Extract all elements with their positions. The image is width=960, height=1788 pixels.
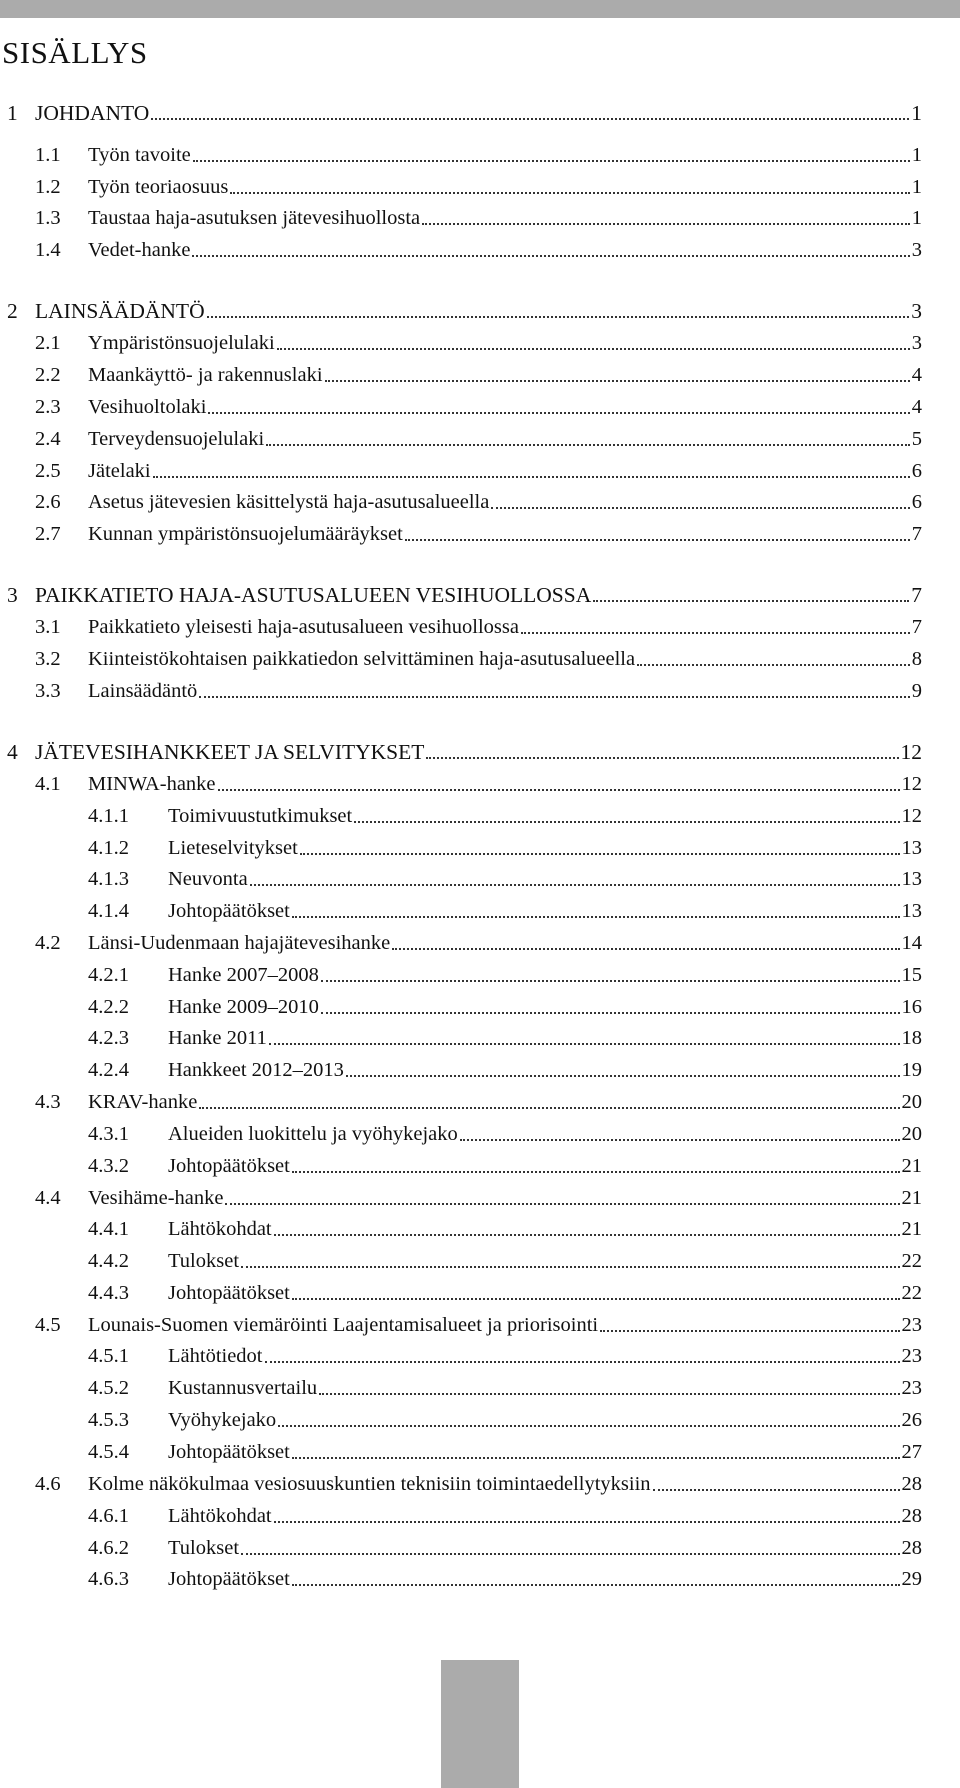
toc-entry-title: Työn tavoite [88,144,191,166]
toc-entry-title: Kolme näkökulmaa vesiosuuskuntien teknisiin toimintaedellytyksiin [88,1473,651,1495]
dot-leader [292,1455,900,1459]
toc-entry[interactable] [88,1244,922,1274]
toc-entry-page: 13 [901,868,922,890]
toc-entry-number: 4.1.4 [88,900,129,922]
toc-entry[interactable] [88,1053,922,1083]
toc-entry[interactable] [88,1149,922,1179]
toc-entry[interactable] [35,926,922,956]
dot-leader [637,662,910,666]
toc-entry-page: 12 [901,773,922,795]
toc-entry[interactable] [35,517,922,547]
toc-entry-title: PAIKKATIETO HAJA-ASUTUSALUEEN VESIHUOLLOSSA [35,583,592,607]
dot-leader [405,537,910,541]
page-title: SISÄLLYS [2,35,148,70]
dot-leader [653,1487,900,1491]
dot-leader [241,1551,899,1555]
toc-entry-number: 2.1 [35,332,61,354]
dot-leader [300,851,900,855]
toc-entry-title: Hankkeet 2012–2013 [168,1059,344,1081]
toc-entry[interactable] [88,1212,922,1242]
toc-entry-page: 23 [901,1345,922,1367]
toc-entry-page: 28 [901,1473,922,1495]
dot-leader [274,1519,900,1523]
toc-entry-number: 2.6 [35,491,61,513]
dot-leader [265,1359,900,1363]
dot-leader [292,1296,900,1300]
toc-chapter[interactable] [7,735,922,765]
dot-leader [278,1423,899,1427]
page-number-block [441,1660,519,1788]
toc-entry-number: 4.6.3 [88,1568,129,1590]
toc-entry[interactable] [35,642,922,672]
toc-entry[interactable] [35,454,922,484]
toc-entry-number: 4.3.2 [88,1155,129,1177]
toc-entry-page: 15 [901,964,922,986]
toc-entry-title: Vedet-hanke [88,239,191,261]
toc-entry[interactable] [35,422,922,452]
dot-leader [153,474,910,478]
toc-entry-title: MINWA-hanke [88,773,216,795]
toc-entry-page: 4 [911,396,922,418]
toc-entry-page: 22 [901,1250,922,1272]
toc-entry-page: 6 [911,491,922,513]
toc-entry[interactable] [88,1499,922,1529]
toc-entry-number: 3.3 [35,680,61,702]
toc-entry-page: 1 [911,207,922,229]
toc-entry-title: JÄTEVESIHANKKEET JA SELVITYKSET [35,740,425,764]
toc-entry-page: 1 [911,101,922,125]
toc-entry-title: Maankäyttö- ja rakennuslaki [88,364,323,386]
toc-entry-page: 7 [911,583,922,607]
toc-entry-title: Alueiden luokittelu ja vyöhykejako [168,1123,458,1145]
dot-leader [319,1391,899,1395]
toc-chapter[interactable] [7,578,922,608]
toc-entry-number: 3.2 [35,648,61,670]
toc-entry[interactable] [35,326,922,356]
dot-leader [225,1201,899,1205]
toc-entry-page: 7 [911,616,922,638]
dot-leader [392,946,899,950]
toc-entry-title: Ympäristönsuojelulaki [88,332,275,354]
toc-entry-number: 4.5 [35,1314,61,1336]
dot-leader [426,755,898,759]
toc-entry-title: Lähtötiedot [168,1345,263,1367]
toc-entry-title: Johtopäätökset [168,1441,290,1463]
toc-entry[interactable] [88,1403,922,1433]
toc-entry-title: KRAV-hanke [88,1091,198,1113]
toc-entry[interactable] [35,1308,922,1338]
toc-entry-page: 27 [901,1441,922,1463]
toc-entry[interactable] [35,390,922,420]
toc-entry-page: 28 [901,1537,922,1559]
dot-leader [321,1010,900,1014]
toc-entry-number: 4.6 [35,1473,61,1495]
dot-leader [354,819,899,823]
toc-entry-title: Kiinteistökohtaisen paikkatiedon selvittäminen haja-asutusalueella [88,648,636,670]
toc-entry-number: 4.5.4 [88,1441,129,1463]
toc-entry-number: 4.5.1 [88,1345,129,1367]
toc-entry-title: Vyöhykejako [168,1409,277,1431]
toc-entry[interactable] [88,1117,922,1147]
toc-entry-title: Kustannusvertailu [168,1377,318,1399]
dot-leader [292,914,900,918]
toc-entry-number: 3 [7,583,18,607]
toc-entry-number: 4.1.3 [88,868,129,890]
toc-entry-number: 1.2 [35,176,61,198]
toc-entry-page: 3 [911,332,922,354]
toc-entry-page: 18 [901,1027,922,1049]
toc-entry-number: 4.1 [35,773,61,795]
toc-entry[interactable] [35,1467,922,1497]
toc-entry-title: Lainsäädäntö [88,680,198,702]
toc-entry-number: 4.6.1 [88,1505,129,1527]
dot-leader [491,505,909,509]
toc-entry[interactable] [35,485,922,515]
toc-entry-title: Kunnan ympäristönsuojelumääräykset [88,523,403,545]
dot-leader [321,978,900,982]
toc-entry-number: 4.3 [35,1091,61,1113]
toc-entry-title: Hanke 2009–2010 [168,996,319,1018]
dot-leader [199,1105,899,1109]
toc-chapter[interactable] [7,294,922,324]
dot-leader [346,1073,900,1077]
toc-entry-number: 4.6.2 [88,1537,129,1559]
toc-entry-title: Johtopäätökset [168,1282,290,1304]
toc-entry-number: 1 [7,101,18,125]
toc-entry-number: 1.1 [35,144,61,166]
toc-entry[interactable] [88,799,922,829]
toc-entry[interactable] [35,201,922,231]
toc-entry-page: 13 [901,837,922,859]
toc-entry-number: 2.7 [35,523,61,545]
dot-leader [269,1041,900,1045]
toc-entry-page: 14 [901,932,922,954]
toc-entry-page: 23 [901,1314,922,1336]
toc-entry-title: Hanke 2011 [168,1027,267,1049]
toc-entry-number: 2.3 [35,396,61,418]
dot-leader [241,1264,899,1268]
toc-entry-page: 28 [901,1505,922,1527]
toc-entry-title: JOHDANTO [35,101,150,125]
toc-entry[interactable] [35,1181,922,1211]
toc-entry-number: 4.2.3 [88,1027,129,1049]
toc-entry-title: Lähtökohdat [168,1218,272,1240]
toc-entry-title: Tulokset [168,1537,240,1559]
toc-entry-page: 8 [911,648,922,670]
toc-entry[interactable] [88,1021,922,1051]
toc-entry-number: 2.2 [35,364,61,386]
toc-entry-page: 1 [911,176,922,198]
toc-chapter[interactable] [7,96,922,126]
toc-entry-page: 12 [901,805,922,827]
toc-entry[interactable] [35,674,922,704]
toc-entry-page: 1 [911,144,922,166]
toc-entry-number: 2.5 [35,460,61,482]
toc-entry-page: 3 [911,299,922,323]
toc-entry[interactable] [88,990,922,1020]
toc-entry-page: 20 [901,1091,922,1113]
toc-entry-number: 4.4 [35,1187,61,1209]
toc-entry-number: 4.2.2 [88,996,129,1018]
toc-entry-page: 12 [900,740,922,764]
toc-entry-number: 4.4.1 [88,1218,129,1240]
toc-entry[interactable] [35,170,922,200]
toc-entry-page: 9 [911,680,922,702]
toc-entry[interactable] [88,894,922,924]
toc-entry[interactable] [35,138,922,168]
toc-entry-number: 4.2 [35,932,61,954]
toc-entry[interactable] [35,767,922,797]
toc-entry-number: 4.2.4 [88,1059,129,1081]
toc-entry[interactable] [88,1562,922,1592]
dot-leader [422,221,910,225]
toc-entry-page: 7 [911,523,922,545]
toc-entry[interactable] [35,358,922,388]
toc-entry-title: Toimivuustutkimukset [168,805,353,827]
toc-entry-page: 19 [901,1059,922,1081]
toc-entry-page: 29 [901,1568,922,1590]
toc-entry-page: 26 [901,1409,922,1431]
toc-entry-title: Johtopäätökset [168,1155,290,1177]
toc-entry-page: 5 [911,428,922,450]
toc-entry[interactable] [88,1371,922,1401]
toc-entry[interactable] [88,1435,922,1465]
dot-leader [292,1582,900,1586]
toc-entry-number: 4.4.2 [88,1250,129,1272]
dot-leader [193,158,910,162]
dot-leader [274,1232,900,1236]
dot-leader [292,1169,900,1173]
toc-entry[interactable] [88,958,922,988]
dot-leader [460,1137,900,1141]
toc-entry-page: 3 [911,239,922,261]
dot-leader [266,442,910,446]
toc-entry-title: Terveydensuojelulaki [88,428,265,450]
toc-entry-title: Työn teoriaosuus [88,176,229,198]
toc-entry[interactable] [88,862,922,892]
toc-entry-number: 4 [7,740,18,764]
dot-leader [199,694,909,698]
toc-entry-number: 2.4 [35,428,61,450]
toc-entry-title: Länsi-Uudenmaan hajajätevesihanke [88,932,391,954]
toc-entry-title: Tulokset [168,1250,240,1272]
toc-entry-title: Vesihuoltolaki [88,396,207,418]
toc-entry-number: 4.5.2 [88,1377,129,1399]
toc-entry-title: Lounais-Suomen viemäröinti Laajentamisalueet ja priorisointi [88,1314,599,1336]
toc-entry-title: Johtopäätökset [168,1568,290,1590]
toc-entry-page: 16 [901,996,922,1018]
dot-leader [277,346,910,350]
toc-entry-page: 23 [901,1377,922,1399]
toc-entry-number: 4.3.1 [88,1123,129,1145]
toc-entry-page: 6 [911,460,922,482]
toc-entry-number: 3.1 [35,616,61,638]
dot-leader [250,882,900,886]
toc-entry[interactable] [88,1276,922,1306]
toc-entry-page: 20 [901,1123,922,1145]
toc-entry-number: 4.1.2 [88,837,129,859]
toc-entry-title: Vesihäme-hanke [88,1187,224,1209]
toc-entry[interactable] [35,1085,922,1115]
dot-leader [208,410,909,414]
toc-entry-page: 21 [901,1187,922,1209]
toc-entry-page: 21 [901,1218,922,1240]
toc-entry-number: 4.5.3 [88,1409,129,1431]
toc-entry[interactable] [88,1339,922,1369]
toc-entry[interactable] [35,233,922,263]
toc-entry[interactable] [35,610,922,640]
dot-leader [230,190,909,194]
toc-entry-title: LAINSÄÄDÄNTÖ [35,299,205,323]
toc-entry-title: Hanke 2007–2008 [168,964,319,986]
toc-entry-number: 2 [7,299,18,323]
dot-leader [192,253,909,257]
toc-entry-title: Neuvonta [168,868,248,890]
toc-entry-page: 4 [911,364,922,386]
toc-entry-page: 21 [901,1155,922,1177]
dot-leader [325,378,910,382]
dot-leader [151,116,909,120]
dot-leader [593,598,909,602]
toc-entry[interactable] [88,831,922,861]
toc-entry-number: 4.4.3 [88,1282,129,1304]
dot-leader [521,630,910,634]
dot-leader [207,314,910,318]
toc-entry-number: 1.3 [35,207,61,229]
toc-entry-title: Lieteselvitykset [168,837,298,859]
toc-entry-title: Jätelaki [88,460,151,482]
dot-leader [600,1328,899,1332]
toc-entry[interactable] [88,1531,922,1561]
toc-entry-page: 13 [901,900,922,922]
dot-leader [218,787,900,791]
toc-entry-title: Johtopäätökset [168,900,290,922]
toc-entry-title: Taustaa haja-asutuksen jätevesihuollosta [88,207,421,229]
toc-entry-number: 4.1.1 [88,805,129,827]
toc-entry-number: 4.2.1 [88,964,129,986]
toc-entry-page: 22 [901,1282,922,1304]
toc-entry-title: Paikkatieto yleisesti haja-asutusalueen vesihuollossa [88,616,519,638]
toc-entry-title: Asetus jätevesien käsittelystä haja-asutusalueella [88,491,490,513]
toc-entry-number: 1.4 [35,239,61,261]
toc-entry-title: Lähtökohdat [168,1505,272,1527]
